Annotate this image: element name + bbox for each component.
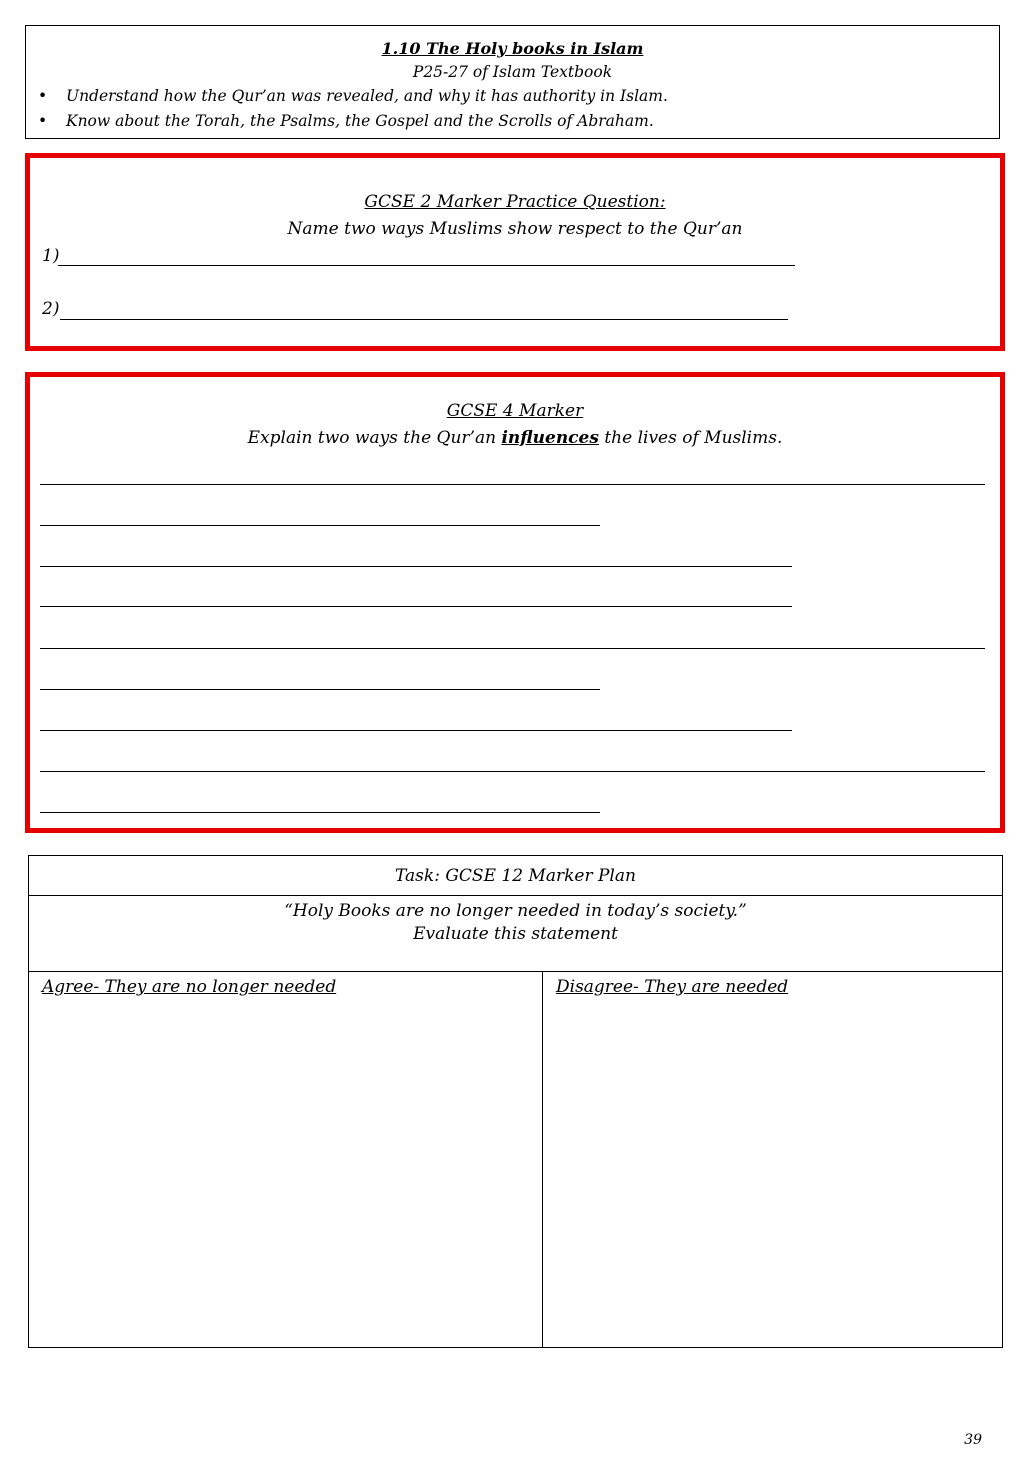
plan-instruction: Evaluate this statement — [413, 924, 618, 944]
two-marker-box — [25, 153, 1005, 351]
objectives-list — [26, 84, 999, 134]
objective-item: • Know about the Torah, the Psalms, the Gospel and the Scrolls of Abraham. — [26, 109, 999, 134]
question-text-before: Explain two ways the Qur’an — [247, 428, 502, 448]
twelve-marker-plan-table — [28, 855, 1003, 1348]
answer-line[interactable] — [40, 484, 985, 485]
answer-line[interactable] — [40, 730, 792, 731]
answer-line[interactable] — [40, 525, 600, 526]
answer-line-2[interactable] — [60, 319, 788, 320]
answer-line[interactable] — [40, 648, 985, 649]
answer-label-1: 1) — [42, 246, 60, 266]
answer-line[interactable] — [40, 566, 792, 567]
question-text-after: the lives of Muslims. — [598, 428, 783, 448]
answer-line[interactable] — [40, 689, 600, 690]
disagree-column[interactable] — [543, 972, 1003, 1348]
objective-item: • Understand how the Qur’an was revealed, and why it has authority in Islam. — [26, 84, 999, 109]
plan-title: Task: GCSE 12 Marker Plan — [29, 856, 1003, 896]
lesson-subtitle: P25-27 of Islam Textbook — [412, 63, 613, 81]
question-emphasis: influences — [501, 428, 599, 448]
four-marker-title: GCSE 4 Marker — [446, 401, 584, 421]
disagree-heading: Disagree- They are needed — [556, 977, 789, 997]
two-marker-question: Name two ways Muslims show respect to the Qur’an — [287, 219, 743, 239]
page-number: 39 — [964, 1432, 982, 1448]
answer-line[interactable] — [40, 771, 985, 772]
two-marker-title: GCSE 2 Marker Practice Question: — [364, 192, 666, 212]
agree-heading: Agree- They are no longer needed — [42, 977, 337, 997]
agree-column[interactable] — [29, 972, 543, 1348]
answer-line[interactable] — [40, 606, 792, 607]
four-marker-question — [30, 424, 1000, 452]
lesson-header — [25, 25, 1000, 139]
answer-label-2: 2) — [42, 299, 60, 319]
plan-statement: “Holy Books are no longer needed in today’s society.” — [284, 901, 747, 921]
answer-line[interactable] — [40, 812, 600, 813]
answer-line-1[interactable] — [58, 265, 795, 266]
plan-statement-cell — [29, 896, 1003, 972]
four-marker-box — [25, 372, 1005, 833]
lesson-title: 1.10 The Holy books in Islam — [381, 39, 644, 58]
